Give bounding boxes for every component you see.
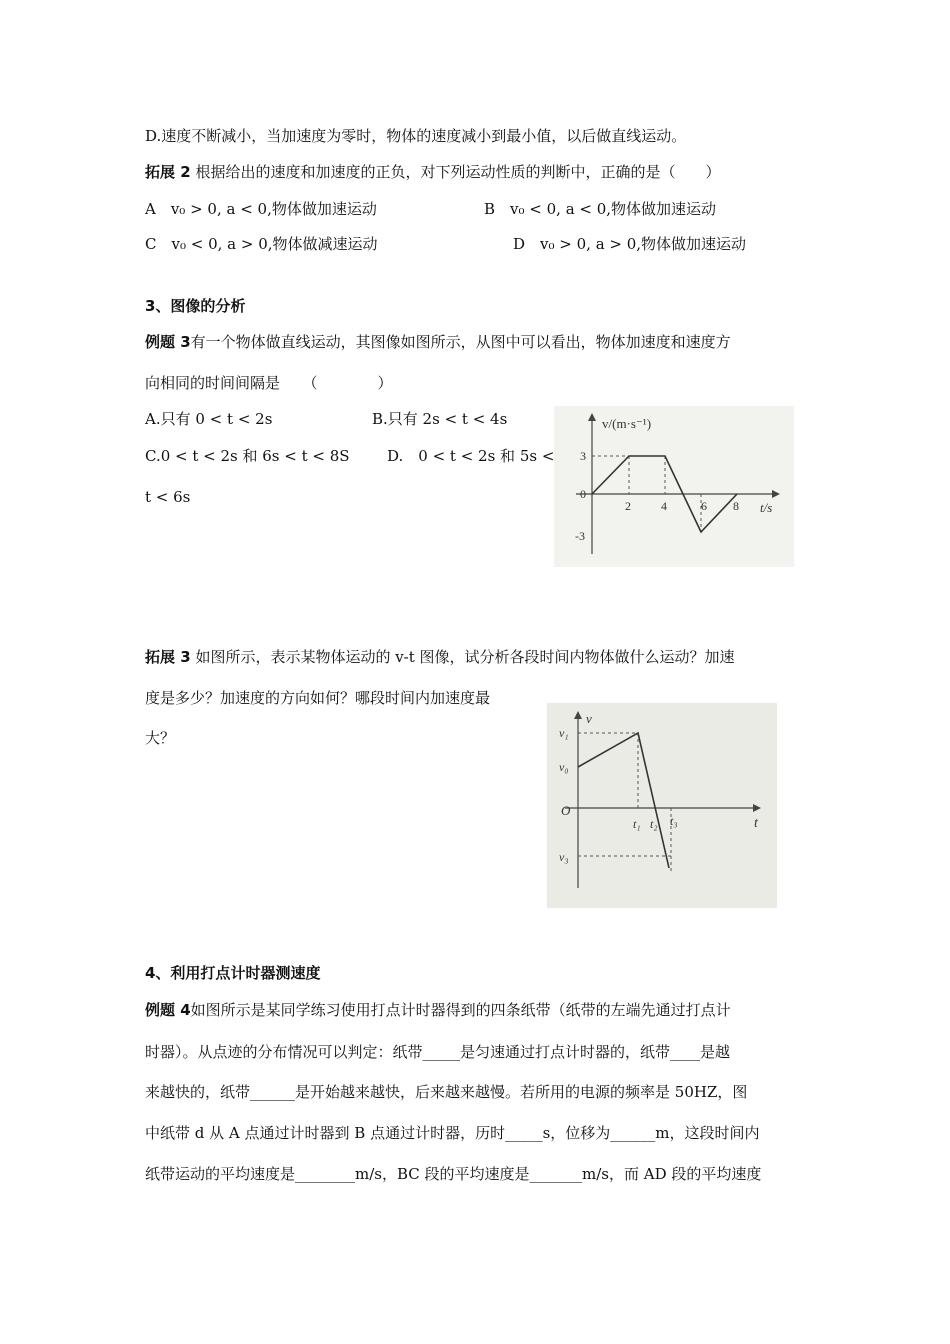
extension-3-label: 拓展 3	[145, 648, 191, 666]
velocity-curve	[578, 733, 669, 868]
t1-label: t₁	[633, 817, 641, 831]
extension-3-stem-line-2: 度是多少？加速度的方向如何？哪段时间内加速度最	[145, 689, 491, 707]
x-tick-6: 6	[701, 499, 707, 513]
x-tick-2: 2	[625, 499, 631, 513]
section-4-heading: 4、利用打点计时器测速度	[145, 964, 321, 982]
extension-2-text: 根据给出的速度和加速度的正负，对下列运动性质的判断中，正确的是（ ）	[190, 163, 721, 181]
example-4-line-5: 纸带运动的平均速度是________m/s，BC 段的平均速度是_______m/s，而 AD 段的平均速度	[145, 1165, 762, 1183]
example-4-line-4: 中纸带 d 从 A 点通过计时器到 B 点通过计时器，历时_____s，位移为______m，这段时间内	[145, 1124, 760, 1142]
example-4-label: 例题 4	[145, 1001, 191, 1019]
extension-2-option-b: B v₀ < 0, a < 0,物体做加速运动	[484, 200, 717, 218]
x-axis-label: t	[754, 816, 758, 831]
example-3-option-d: D. 0 < t < 2s 和 5s <	[387, 447, 555, 465]
example-4-line-3: 来越快的，纸带______是开始越来越快，后来越来越慢。若所用的电源的频率是 50HZ，图	[145, 1083, 748, 1101]
example-4-line-1	[145, 1000, 731, 1020]
extension-2-label: 拓展 2	[145, 163, 191, 181]
x-axis-label: t/s	[760, 500, 773, 515]
t3-label: t₃	[670, 814, 678, 828]
x-tick-8: 8	[733, 499, 739, 513]
example-3-text: 有一个物体做直线运动，其图像如图所示，从图中可以看出，物体加速度和速度方	[190, 333, 731, 351]
example-3-vt-graph	[554, 406, 794, 567]
example-3-option-c: C.0 < t < 2s 和 6s < t < 8S	[145, 447, 350, 465]
example-3-option-d-continued: t < 6s	[145, 488, 191, 506]
example-4-text: 如图所示是某同学练习使用打点计时器得到的四条纸带（纸带的左端先通过打点计	[190, 1001, 731, 1019]
v1-label: v₁	[559, 726, 569, 740]
section-3-heading: 3、图像的分析	[145, 297, 246, 315]
example-3-stem-line-2: 向相同的时间间隔是 （ ）	[145, 374, 393, 392]
example-3-stem-line-1	[145, 332, 731, 352]
x-axis-arrow-icon	[772, 490, 780, 498]
example-3-label: 例题 3	[145, 333, 191, 351]
v3-label: v₃	[559, 850, 569, 864]
extension-3-vt-graph	[547, 703, 777, 908]
y-axis-arrow-icon	[588, 413, 596, 421]
extension-2-option-c: C v₀ < 0, a > 0,物体做减速运动	[145, 235, 378, 253]
v0-label: v₀	[559, 760, 569, 774]
x-axis-arrow-icon	[753, 804, 761, 812]
origin-label: O	[561, 803, 571, 818]
extension-2-option-a: A v₀ > 0, a < 0,物体做加速运动	[145, 200, 377, 218]
y-axis-arrow-icon	[574, 711, 582, 719]
example-3-option-b: B.只有 2s < t < 4s	[372, 410, 508, 428]
x-tick-4: 4	[661, 499, 667, 513]
y-axis-label: v/(m·s⁻¹)	[602, 416, 652, 431]
extension-2-option-d: D v₀ > 0, a > 0,物体做加速运动	[513, 235, 747, 253]
option-d-previous: D.速度不断减小，当加速度为零时，物体的速度减小到最小值，以后做直线运动。	[145, 127, 687, 145]
extension-2-stem	[145, 162, 720, 182]
example-4-line-2: 时器）。从点迹的分布情况可以判定：纸带_____是匀速通过打点计时器的，纸带____是越	[145, 1043, 731, 1061]
t2-label: t₂	[650, 817, 658, 831]
extension-3-stem-line-3: 大？	[145, 729, 176, 747]
y-tick-minus-3: -3	[575, 529, 585, 543]
extension-3-stem-line-1	[145, 647, 735, 667]
y-axis-label: v	[586, 711, 592, 726]
example-3-option-a: A.只有 0 < t < 2s	[145, 410, 273, 428]
origin-label: 0	[580, 487, 586, 501]
y-tick-3: 3	[580, 449, 586, 463]
extension-3-text: 如图所示，表示某物体运动的 v-t 图像，试分析各段时间内物体做什么运动？加速	[190, 648, 735, 666]
